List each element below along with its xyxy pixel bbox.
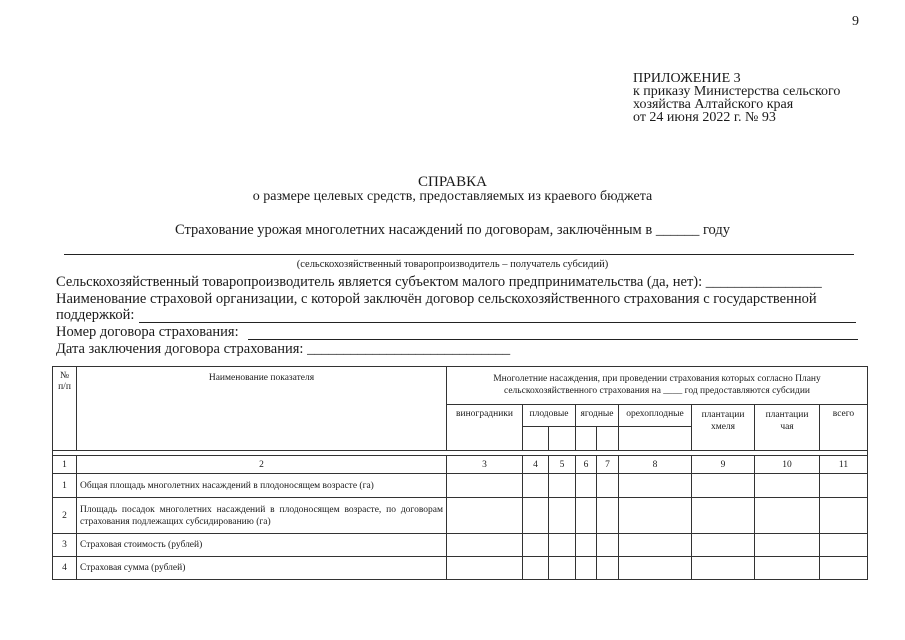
table-cell[interactable] xyxy=(597,474,619,498)
table-cell[interactable] xyxy=(820,557,868,580)
appendix-date-line: от 24 июня 2022 г. № 93 xyxy=(633,110,776,125)
column-number: 11 xyxy=(820,456,868,474)
appendix-title: ПРИЛОЖЕНИЕ 3 xyxy=(633,71,741,86)
table-cell[interactable] xyxy=(692,474,755,498)
table-cell[interactable] xyxy=(447,498,523,534)
table-cell[interactable] xyxy=(523,498,549,534)
document-title: СПРАВКА xyxy=(418,174,487,190)
table-cell[interactable] xyxy=(692,534,755,557)
col-nut: орехоплодные xyxy=(619,405,692,427)
column-number: 7 xyxy=(597,456,619,474)
row-number: 4 xyxy=(53,557,77,580)
row-label: Площадь посадок многолетних насаждений в плодоносящем возрасте, по договорам страхования подлежащих субсидированию (га) xyxy=(77,498,447,534)
col-nut-sub xyxy=(619,427,692,451)
col-berry-sub-b xyxy=(597,427,619,451)
header-group-line1: Многолетние насаждения, при проведении страхования которых согласно Плану xyxy=(493,374,821,384)
insurer-name-line[interactable] xyxy=(139,322,856,323)
table-cell[interactable] xyxy=(447,474,523,498)
column-number: 9 xyxy=(692,456,755,474)
insurance-year-line: Страхование урожая многолетних насаждений по договорам, заключённым в ______ году xyxy=(174,222,730,238)
table-cell[interactable] xyxy=(619,474,692,498)
table-cell[interactable] xyxy=(523,534,549,557)
recipient-name-line[interactable] xyxy=(64,254,854,255)
row-label: Общая площадь многолетних насаждений в плодоносящем возрасте (га) xyxy=(77,474,447,498)
table-cell[interactable] xyxy=(755,474,820,498)
row-label: Страховая стоимость (рублей) xyxy=(77,534,447,557)
page-number: 9 xyxy=(852,14,859,29)
column-number: 8 xyxy=(619,456,692,474)
table-cell[interactable] xyxy=(692,557,755,580)
contract-date-field[interactable]: Дата заключения договора страхования: ____________________________ xyxy=(56,341,511,357)
document-subtitle: о размере целевых средств, предоставляемых из краевого бюджета xyxy=(252,189,653,204)
col-tea: плантации чая xyxy=(755,405,820,451)
table-cell[interactable] xyxy=(619,557,692,580)
column-number: 3 xyxy=(447,456,523,474)
header-indicator: Наименование показателя xyxy=(77,367,447,451)
table-cell[interactable] xyxy=(755,557,820,580)
table-cell[interactable] xyxy=(755,498,820,534)
table-cell[interactable] xyxy=(523,557,549,580)
insurer-label-line2: поддержкой: xyxy=(56,307,135,323)
table-cell[interactable] xyxy=(820,474,868,498)
table-cell[interactable] xyxy=(597,534,619,557)
col-total: всего xyxy=(820,405,868,451)
appendix-ministry-line: хозяйства Алтайского края xyxy=(633,97,794,112)
small-business-field[interactable]: Сельскохозяйственный товаропроизводитель является субъектом малого предпринимательства (да, нет): ________________ xyxy=(56,274,822,290)
col-berry-sub-a xyxy=(576,427,597,451)
insurer-label-line1: Наименование страховой организации, с которой заключён договор сельскохозяйственного страхования с государственной xyxy=(56,291,817,307)
column-number: 6 xyxy=(576,456,597,474)
table-cell[interactable] xyxy=(820,534,868,557)
contract-number-label: Номер договора страхования: xyxy=(56,324,239,340)
table-row xyxy=(53,474,868,498)
table-cell[interactable] xyxy=(576,498,597,534)
table-row xyxy=(53,534,868,557)
table-cell[interactable] xyxy=(549,474,576,498)
col-berry: ягодные xyxy=(576,405,619,427)
column-number: 2 xyxy=(77,456,447,474)
row-number: 1 xyxy=(53,474,77,498)
contract-number-line[interactable] xyxy=(248,339,858,340)
appendix-order-line: к приказу Министерства сельского xyxy=(633,84,841,99)
column-number: 10 xyxy=(755,456,820,474)
indicators-table xyxy=(52,366,868,580)
table-cell[interactable] xyxy=(549,534,576,557)
col-fruit: плодовые xyxy=(523,405,576,427)
table-cell[interactable] xyxy=(619,534,692,557)
table-cell[interactable] xyxy=(820,498,868,534)
row-label: Страховая сумма (рублей) xyxy=(77,557,447,580)
column-number: 4 xyxy=(523,456,549,474)
table-cell[interactable] xyxy=(576,534,597,557)
table-cell[interactable] xyxy=(755,534,820,557)
table-cell[interactable] xyxy=(549,498,576,534)
table-cell[interactable] xyxy=(447,534,523,557)
table-cell[interactable] xyxy=(597,557,619,580)
table-cell[interactable] xyxy=(576,557,597,580)
col-fruit-sub-a xyxy=(523,427,549,451)
header-group-line2: сельскохозяйственного страхования на ____ год предоставляются субсидии xyxy=(504,386,810,396)
recipient-caption: (сельскохозяйственный товаропроизводитель – получатель субсидий) xyxy=(296,259,609,270)
column-number: 5 xyxy=(549,456,576,474)
table-row xyxy=(53,498,868,534)
table-cell[interactable] xyxy=(619,498,692,534)
table-cell[interactable] xyxy=(576,474,597,498)
appendix-header xyxy=(633,72,840,124)
row-number: 2 xyxy=(53,498,77,534)
table-cell[interactable] xyxy=(549,557,576,580)
col-hops: плантации хмеля xyxy=(692,405,755,451)
col-fruit-sub-b xyxy=(549,427,576,451)
column-number: 1 xyxy=(53,456,77,474)
row-number: 3 xyxy=(53,534,77,557)
table-cell[interactable] xyxy=(597,498,619,534)
table-row xyxy=(53,557,868,580)
table-cell[interactable] xyxy=(692,498,755,534)
table-cell[interactable] xyxy=(447,557,523,580)
header-num: № п/п xyxy=(53,367,77,451)
header-group xyxy=(447,367,868,405)
col-vineyards: виноградники xyxy=(447,405,523,451)
table-cell[interactable] xyxy=(523,474,549,498)
